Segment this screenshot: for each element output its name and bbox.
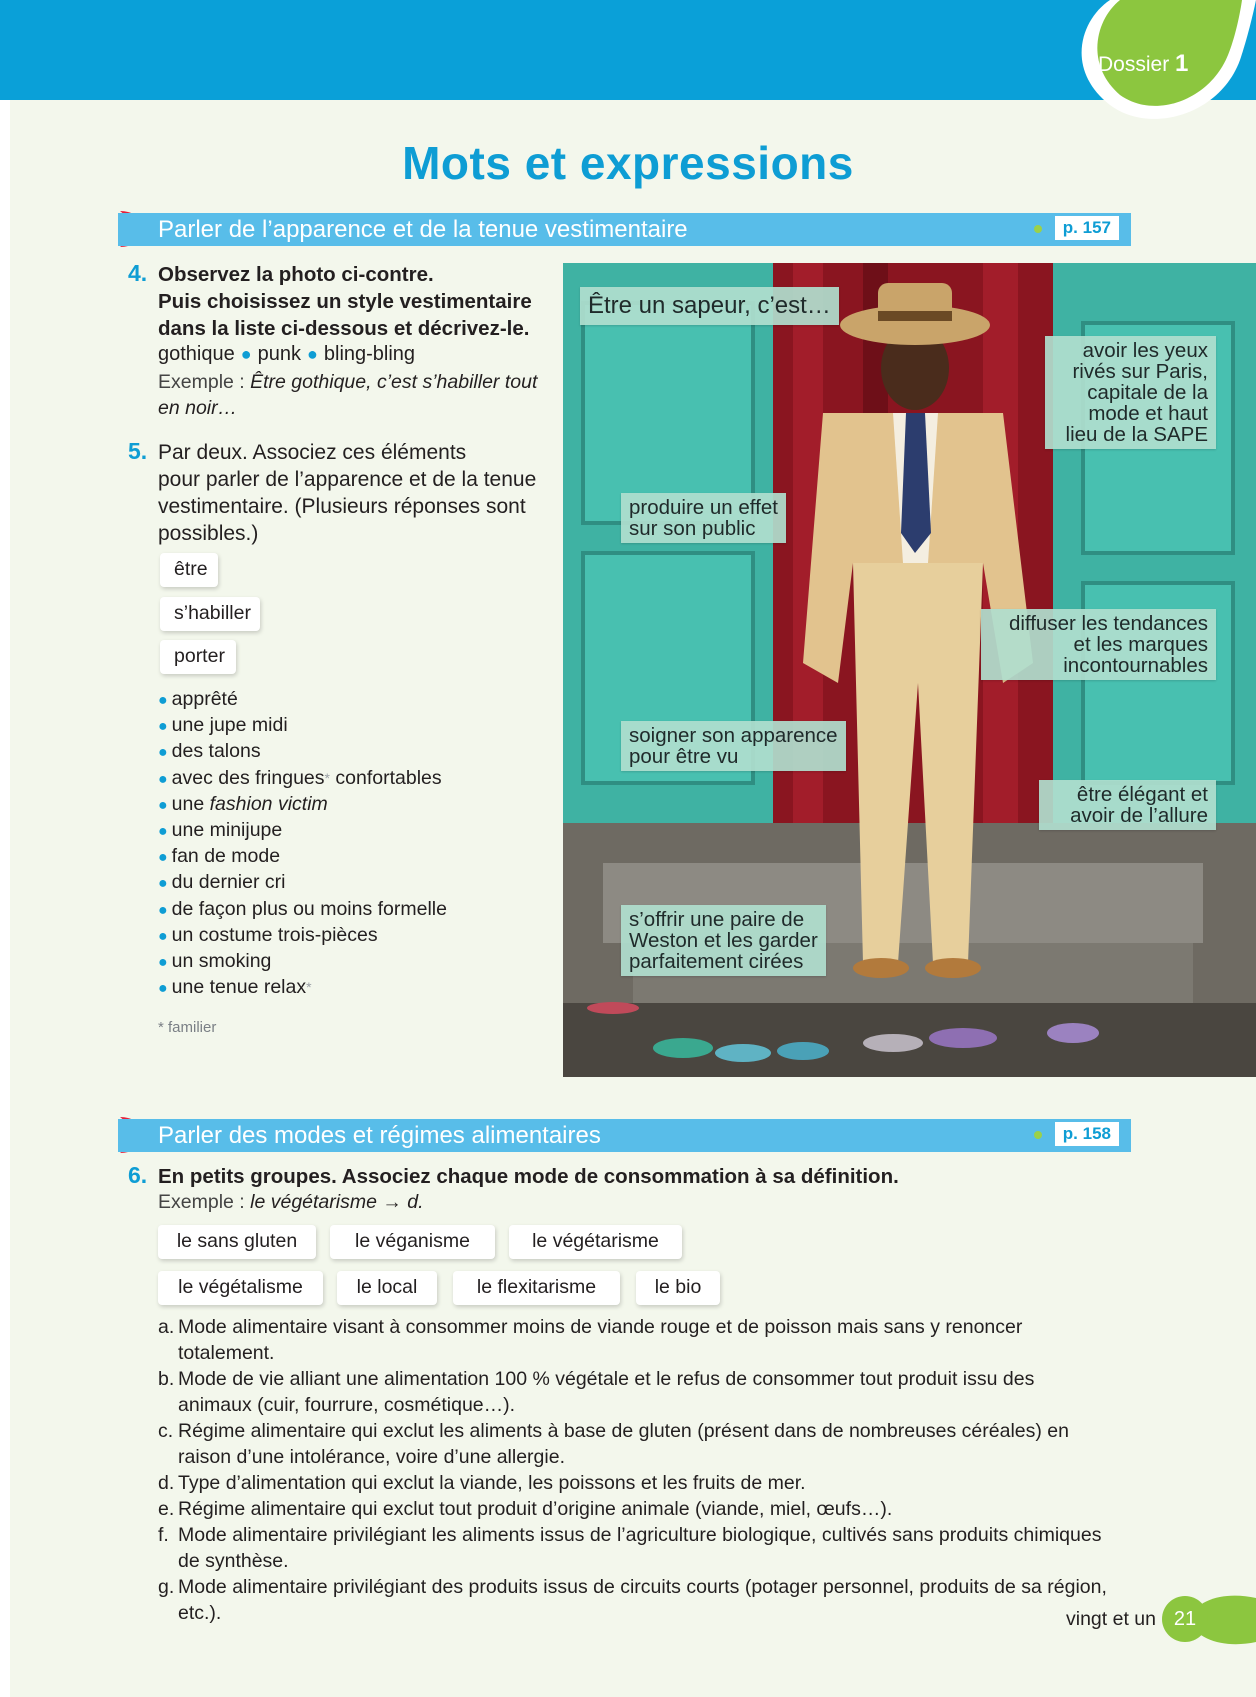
- diet-chip[interactable]: le végétarisme: [509, 1225, 682, 1259]
- expression-list: [158, 686, 447, 1000]
- list-item: ● fan de mode: [158, 845, 281, 868]
- photo-caption: soigner son apparence pour être vu: [621, 721, 846, 771]
- ref-dot: [1034, 225, 1042, 233]
- section-title: Parler de l’apparence et de la tenue vestimentaire: [158, 216, 688, 243]
- list-item: ● une tenue relax*: [158, 976, 312, 999]
- photo-caption: avoir les yeux rivés sur Paris, capitale de la mode et haut lieu de la SAPE: [1045, 336, 1216, 449]
- exercise-6-instruction: En petits groupes. Associez chaque mode de consommation à sa définition.: [158, 1165, 899, 1188]
- photo-caption: s’offrir une paire de Weston et les garder parfaitement cirées: [621, 905, 826, 976]
- photo-caption: diffuser les tendances et les marques incontournables: [981, 609, 1216, 680]
- diet-chip[interactable]: le flexitarisme: [453, 1271, 620, 1305]
- ref-dot: [1034, 1131, 1042, 1139]
- verb-chip[interactable]: porter: [160, 640, 236, 674]
- list-item: ● des talons: [158, 740, 261, 763]
- definition-item: a. Mode alimentaire visant à consommer moins de viande rouge et de poisson mais sans y renoncer totalement.: [158, 1316, 1023, 1364]
- dossier-label: Dossier 1: [1098, 50, 1189, 77]
- exercise-4-instruction: Observez la photo ci-contre. Puis choisissez un style vestimentaire dans la liste ci-dessous et décrivez-le.: [158, 263, 532, 340]
- exercise-5-instruction: Par deux. Associez ces éléments pour parler de l’apparence et de la tenue vestimentaire. (Plusieurs réponses sont possibles.): [158, 441, 537, 545]
- definition-item: b. Mode de vie alliant une alimentation 100 % végétale et le refus de consommer tout produit issu des animaux (cuir, fourrure, cosmétique…).: [158, 1368, 1035, 1416]
- exercise-4-example: Exemple : Être gothique, c’est s’habiller tout en noir…: [158, 371, 538, 419]
- list-item: ● avec des fringues* confortables: [158, 766, 442, 789]
- page-number-words: vingt et un: [1066, 1608, 1156, 1630]
- diet-chip[interactable]: le local: [337, 1271, 437, 1305]
- diet-chip[interactable]: le bio: [636, 1271, 720, 1305]
- exercise-6-example: Exemple : le végétarisme → d.: [158, 1191, 424, 1213]
- section-title: Parler des modes et régimes alimentaires: [158, 1122, 601, 1149]
- list-item: ● du dernier cri: [158, 871, 286, 894]
- definition-item: e. Régime alimentaire qui exclut tout produit d’origine animale (viande, miel, œufs…).: [158, 1498, 893, 1520]
- exercise-number: 6.: [128, 1162, 148, 1188]
- style-options: gothique ● punk ● bling-bling: [158, 343, 416, 365]
- list-item: ● un costume trois-pièces: [158, 923, 378, 946]
- photo-caption: produire un effet sur son public: [621, 493, 786, 543]
- list-item: ● une fashion victim: [158, 792, 328, 815]
- page-ref-link[interactable]: p. 158: [1055, 1122, 1119, 1146]
- definition-list: [158, 1314, 1108, 1626]
- verb-chip[interactable]: s’habiller: [160, 597, 260, 631]
- list-item: ● de façon plus ou moins formelle: [158, 897, 447, 920]
- diet-chip[interactable]: le végétalisme: [158, 1271, 323, 1305]
- exercise-number: 5.: [128, 438, 148, 464]
- definition-item: g. Mode alimentaire privilégiant des produits issus de circuits courts (potager personnel, produits de sa région, etc.).: [158, 1576, 1107, 1624]
- section-bar-food: [118, 1119, 1131, 1152]
- definition-item: d. Type d’alimentation qui exclut la viande, les poissons et les fruits de mer.: [158, 1472, 806, 1494]
- definition-item: f. Mode alimentaire privilégiant les aliments issus de l’agriculture biologique, cultivés sans produits chimiques de synthèse.: [158, 1524, 1102, 1572]
- top-banner: [0, 0, 1256, 100]
- list-item: ● une jupe midi: [158, 714, 288, 737]
- footnote: * familier: [158, 1019, 217, 1036]
- list-item: ● apprêté: [158, 688, 238, 710]
- definition-item: c. Régime alimentaire qui exclut les aliments à base de gluten (présent dans de nombreuses céréales) en raison d’une intolérance, voire d’une allergie.: [158, 1420, 1069, 1468]
- list-item: ● un smoking: [158, 949, 272, 972]
- exercise-number: 4.: [128, 260, 148, 286]
- page-title: Mots et expressions: [402, 137, 854, 189]
- list-item: ● une minijupe: [158, 818, 283, 841]
- diet-chip[interactable]: le sans gluten: [158, 1225, 316, 1259]
- photo-caption: être élégant et avoir de l’allure: [1039, 780, 1216, 830]
- section-bar-appearance: [118, 213, 1131, 246]
- page-ref-link[interactable]: p. 157: [1055, 216, 1119, 240]
- verb-chip[interactable]: être: [160, 553, 218, 587]
- diet-chip[interactable]: le véganisme: [330, 1225, 495, 1259]
- page-number: 21: [1162, 1596, 1208, 1642]
- photo-caption-title: Être un sapeur, c’est…: [580, 287, 839, 325]
- sapeur-photo: [563, 263, 1256, 1077]
